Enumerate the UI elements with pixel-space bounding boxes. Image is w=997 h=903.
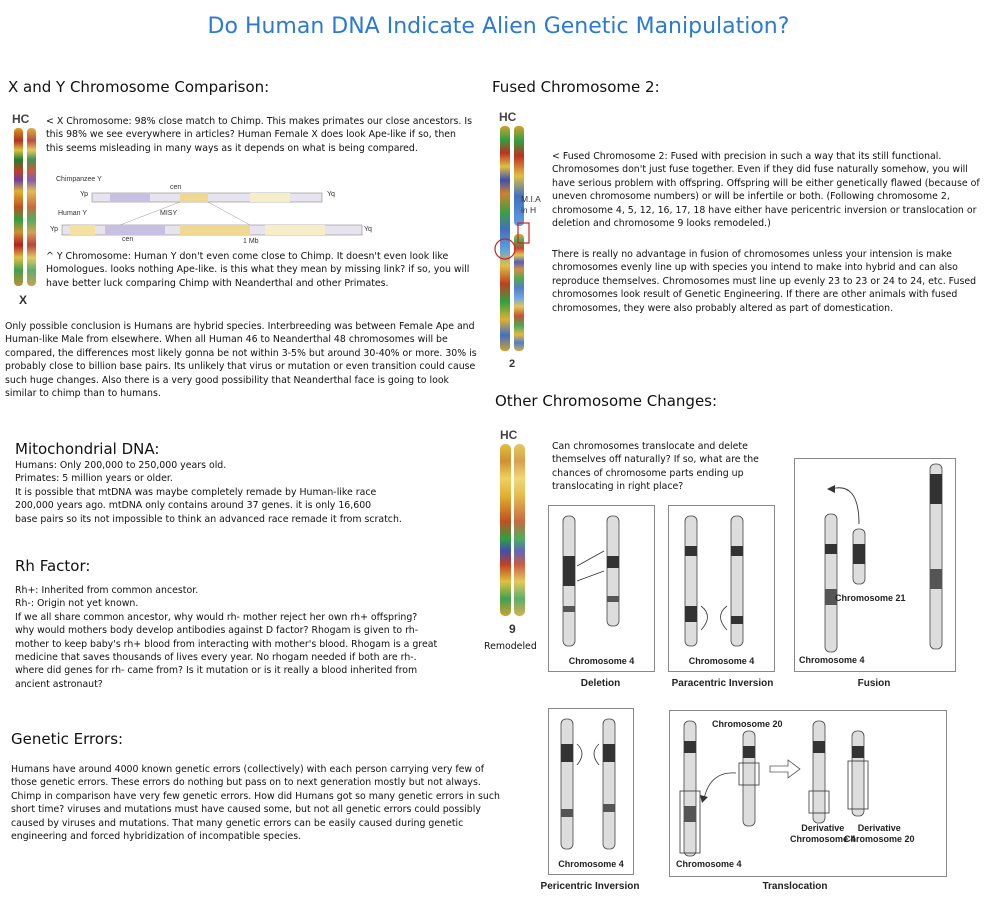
human-y-label: Human Y <box>58 210 88 217</box>
fused-heading: Fused Chromosome 2: <box>492 78 660 96</box>
pericentric-caption: Pericentric Inversion <box>540 881 640 892</box>
cen-label-2: cen <box>122 236 134 243</box>
chromosome-2-figure <box>494 126 544 356</box>
fusion-caption: Fusion <box>857 678 891 689</box>
fused-hc-label: HC <box>499 110 517 124</box>
deletion-inner-label: Chromosome 4 <box>568 656 635 666</box>
fused-text-1: < Fused Chromosome 2: Fused with precision in such a way that its still functional. Chromosomes don't just fuse together. Even if they did fuse naturally somehow, you will have serious problem with offspring. Offspring will be either genetically flawed (because of uneven chromosome numbers) or will be infertile or both. (Following chromosome 2, chromosome 4, 5, 12, 16, 17, 18 have either have pericentric inversion or translocation or deletion and chromosome 9 looks remodeled.) <box>552 151 980 230</box>
mia-label: M.I.A in H <box>521 194 541 215</box>
yq-label: Yq <box>327 191 335 198</box>
yq-label-2: Yq <box>364 226 372 233</box>
x-label: X <box>19 293 28 307</box>
xy-heading: X and Y Chromosome Comparison: <box>8 78 270 96</box>
paracentric-panel <box>668 505 775 672</box>
other-question: Can chromosomes translocate and delete themselves off naturally? If so, what are the chances of chromosome parts ending up translocating in right place? <box>552 441 759 493</box>
yp-label-2: Yp <box>50 226 59 233</box>
paracentric-inner-label: Chromosome 4 <box>688 656 755 666</box>
chromosome-2-number: 2 <box>509 358 516 370</box>
paracentric-caption: Paracentric Inversion <box>671 678 774 689</box>
remodeled-label: Remodeled <box>484 641 537 652</box>
misy-label: MISY <box>160 210 178 217</box>
other-heading: Other Chromosome Changes: <box>495 392 718 410</box>
rh-line: If we all share common ancestor, why would rh- mother reject her own rh+ offspring? <box>15 611 418 623</box>
rh-line: Rh+: Inherited from common ancestor. <box>15 585 199 596</box>
rh-line: ancient astronaut? <box>15 678 103 690</box>
translocation-panel <box>669 710 947 877</box>
fusion-inner-label: Chromosome 4 <box>799 655 865 665</box>
translocation-inner-label-20: Chromosome 20 <box>712 719 783 729</box>
xy-conclusion: Only possible conclusion is Humans are hybrid species. Interbreeding was between Female Ape and Human-like Male from elsewhere. When all Human 46 to Neanderthal 48 chromosomes will be compared, the differences most likely gonna be not within 3-5% but around 30-40% or more. 30% is probably close to billion base pairs. Its unlikely that virus or mutation or even transition could cause such huge changes. Also there is a very good possibility that Neanderthal face is going to look similar to chimp than to humans. <box>5 321 477 400</box>
rh-text <box>15 584 475 691</box>
mito-line: Primates: 5 million years or older. <box>15 473 173 485</box>
chromosome-9-number: 9 <box>509 622 516 636</box>
mito-line: Humans: Only 200,000 to 250,000 years old. <box>15 460 227 471</box>
x-chromosome-figure <box>12 128 42 298</box>
xy-hc-label: HC <box>12 112 30 126</box>
translocation-caption: Translocation <box>762 881 828 892</box>
pericentric-inner-label: Chromosome 4 <box>558 859 624 869</box>
fusion-panel <box>794 458 956 672</box>
rh-line: why would mothers body develop antibodies against D factor? Rhogam is given to rh- <box>15 625 419 637</box>
x-text: < X Chromosome: 98% close match to Chimp. This makes primates our close ancestors. Is this 98% we see everywhere in articles? Human Female X does look Ape-like if so, then this seems misleading in many ways as it depends on what is being compared. <box>46 116 472 154</box>
mito-line: base pairs so its not impossible to think an advanced race remade it from scratch. <box>15 513 402 525</box>
deletion-caption: Deletion <box>580 678 621 689</box>
deletion-panel <box>548 505 655 672</box>
rh-heading: Rh Factor: <box>15 557 91 575</box>
page-title: Do Human DNA Indicate Alien Genetic Manipulation? <box>207 14 790 39</box>
mito-text <box>15 459 475 526</box>
derivative-chromosome-20-label: Derivative Chromosome 20 <box>844 823 915 844</box>
errors-text: Humans have around 4000 known genetic errors (collectively) with each person carrying very few of those genetic errors. These errors do nothing but pass on to next generation mostly but not always. Chimp in comparison have very few genetic errors. How did Humans got so many genetic errors in such short time? viruses and mutations must have caused some, but not all genetic errors could possibly caused by viruses and mutations. That many genetic errors can be easily caused during genetic engineering and forced hybridization of incompatible species. <box>11 764 500 843</box>
derivative-chromosome-4-label: Derivative Chromosome 4 <box>790 823 856 844</box>
chimp-y-label: Chimpanzee Y <box>56 176 102 183</box>
rh-line: Rh-: Origin not yet known. <box>15 598 139 610</box>
errors-heading: Genetic Errors: <box>11 730 124 748</box>
mito-heading: Mitochondrial DNA: <box>15 440 160 458</box>
rh-line: where did genes for rh- came from? Is it mutation or is it really a blood inherited from <box>15 665 418 677</box>
rh-line: mother to keep baby's rh+ blood from interacting with mother's blood. Rhogam is a great <box>15 638 438 650</box>
y-text: ^ Y Chromosome: Human Y don't even come close to Chimp. It doesn't even look like Homologues. looks nothing Ape-like. is this what they mean by missing link? if so, you will have better luck comparing Chimp with Neanderthal and other Primates. <box>46 251 470 289</box>
mito-line: 200,000 years ago. mtDNA only contains around 37 genes. it is only 16,600 <box>15 500 372 512</box>
fused-text-2: There is really no advantage in fusion of chromosomes unless your intension is make chromosomes evenly line up with species you intend to make into hybrid and can also reproduce themselves. Chromosomes must line up evenly 23 to 23 or 24 to 24, etc. Fused chromosomes look result of Genetic Engineering. If there are other animals with fused chromosomes, they were also probably altered as part of domestication. <box>552 249 977 314</box>
mito-line: It is possible that mtDNA was maybe completely remade by Human-like race <box>15 486 377 498</box>
y-comparison-figure <box>50 176 380 246</box>
fusion-inner-label-21: Chromosome 21 <box>835 593 906 603</box>
cen-label: cen <box>170 184 182 191</box>
scale-label: 1 Mb <box>243 238 259 245</box>
yp-label: Yp <box>80 191 89 198</box>
rh-line: medicine that saves thousands of lives every year. No rhogam needed if both are rh-. <box>15 652 417 664</box>
translocation-inner-label: Chromosome 4 <box>676 859 742 869</box>
pericentric-panel <box>548 708 634 875</box>
other-hc-label: HC <box>500 428 518 442</box>
chromosome-9-figure <box>496 444 536 619</box>
